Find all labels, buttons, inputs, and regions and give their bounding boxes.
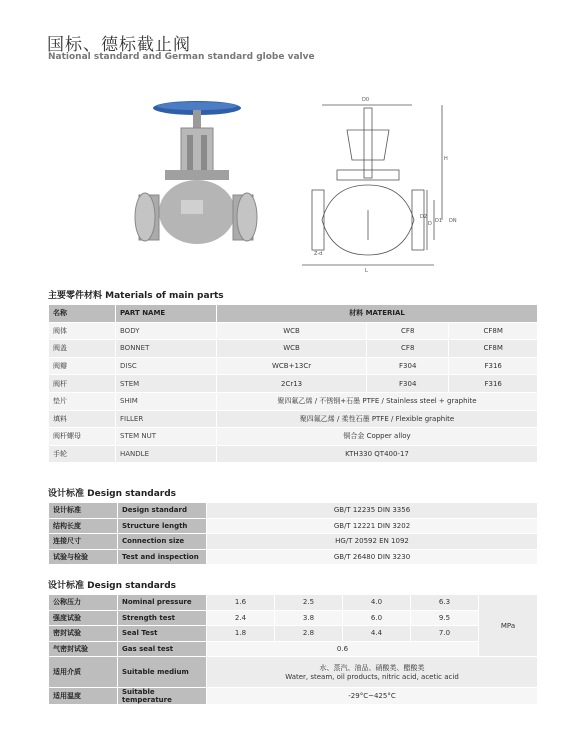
label-d2: D2: [420, 214, 428, 220]
label-z: Z-d: [314, 251, 323, 257]
table-row: 设计标准 Design standard GB/T 12235 DIN 3356: [49, 503, 538, 519]
design-standards-table: [48, 502, 538, 565]
label-dn: DN: [449, 218, 457, 224]
table-row: 适用温度 Suitable temperature -29°C~425°C: [49, 688, 538, 705]
table-row: 密封试验 Seal Test 1.8 2.8 4.4 7.0: [49, 626, 538, 642]
table-row: 气密封试验 Gas seal test 0.6: [49, 641, 538, 657]
label-d1: D1: [435, 218, 443, 224]
unit-cell: MPa: [479, 595, 538, 657]
label-d0: D0: [362, 97, 370, 103]
valve-dimension-drawing: [292, 90, 462, 280]
label-l: L: [365, 268, 368, 274]
valve-photo: [125, 100, 265, 270]
table-row: 手轮 HANDLE KTH330 QT400-17: [49, 445, 538, 463]
table-row: 垫片 SHIM 聚四氟乙烯 / 不锈钢+石墨 PTFE / Stainless steel + graphite: [49, 392, 538, 410]
materials-section-title: 主要零件材料 Materials of main parts: [48, 291, 224, 301]
table-row: 阀瓣 DISC WCB+13Cr F304 F316: [49, 357, 538, 375]
materials-table: [48, 304, 538, 463]
table-row: 强度试验 Strength test 2.4 3.8 6.0 9.5: [49, 610, 538, 626]
table-row: 公称压力 Nominal pressure 1.6 2.5 4.0 6.3 MPa: [49, 595, 538, 611]
page-subtitle: National standard and German standard globe valve: [48, 52, 315, 62]
pressure-section-title: 设计标准 Design standards: [48, 581, 177, 591]
table-header-row: [49, 305, 538, 323]
page-title: 国标、德标截止阀: [47, 35, 191, 55]
table-row: 阀盖 BONNET WCB CF8 CF8M: [49, 340, 538, 358]
table-row: 结构长度 Structure length GB/T 12221 DIN 3202: [49, 518, 538, 534]
label-d: D: [428, 221, 432, 227]
table-row: 试验与检验 Test and inspection GB/T 26480 DIN 3230: [49, 549, 538, 565]
header-cn: 名称: [49, 305, 116, 323]
pressure-table: [48, 594, 538, 705]
table-row: 阀体 BODY WCB CF8 CF8M: [49, 322, 538, 340]
design-section-title: 设计标准 Design standards: [48, 489, 177, 499]
table-row: 填料 FILLER 聚四氟乙烯 / 柔性石墨 PTFE / Flexible graphite: [49, 410, 538, 428]
header-material: 材料 MATERIAL: [217, 305, 538, 323]
header-en: PART NAME: [116, 305, 217, 323]
table-row: 连接尺寸 Connection size HG/T 20592 EN 1092: [49, 534, 538, 550]
label-h: H: [444, 156, 448, 162]
table-row: 阀杆 STEM 2Cr13 F304 F316: [49, 375, 538, 393]
table-row: 阀杆螺母 STEM NUT 铜合金 Copper alloy: [49, 428, 538, 446]
table-row: 适用介质 Suitable medium 水、蒸汽、油品、硝酸类、醋酸类 Water, steam, oil products, nitric acid, acetic acid: [49, 657, 538, 688]
